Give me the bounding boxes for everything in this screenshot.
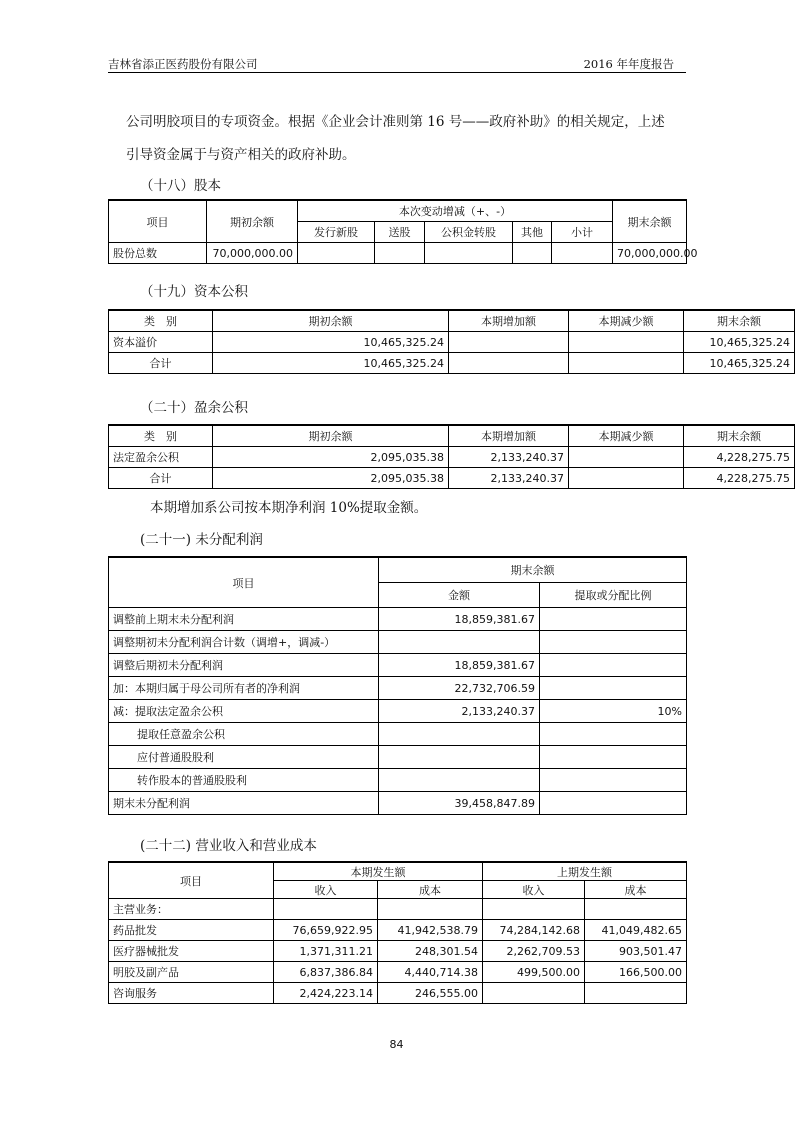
current-cost: 246,555.00 <box>378 983 483 1004</box>
table-row <box>109 746 687 769</box>
row-label: 提取任意盈余公积 <box>109 723 379 746</box>
header-prior-cost: 成本 <box>585 881 687 899</box>
row-label: 药品批发 <box>109 920 274 941</box>
prior-cost <box>585 983 687 1004</box>
header-closing: 期末余额 <box>684 425 795 447</box>
row-label: 调整前上期末未分配利润 <box>109 608 379 631</box>
current-cost: 248,301.54 <box>378 941 483 962</box>
opening-value: 10,465,325.24 <box>213 332 449 353</box>
table-row <box>109 353 795 374</box>
header-item: 项目 <box>109 557 379 608</box>
row-label: 加：本期归属于母公司所有者的净利润 <box>109 677 379 700</box>
row-label: 医疗器械批发 <box>109 941 274 962</box>
ratio-value <box>540 608 687 631</box>
ratio-value <box>540 631 687 654</box>
header-category: 类 别 <box>109 310 213 332</box>
table-row <box>109 468 795 489</box>
header-item: 项目 <box>109 862 274 899</box>
table-row <box>109 654 687 677</box>
header-current-period: 本期发生额 <box>274 862 483 881</box>
header-closing: 期末余额 <box>613 200 687 243</box>
increase-value: 2,133,240.37 <box>449 468 569 489</box>
header-decrease: 本期减少额 <box>569 425 684 447</box>
header-other: 其他 <box>513 222 552 243</box>
header-item: 项目 <box>109 200 207 243</box>
ratio-value <box>540 792 687 815</box>
surplus-reserve-table <box>108 424 795 489</box>
table-row <box>109 332 795 353</box>
decrease-value <box>569 353 684 374</box>
header-new-shares: 发行新股 <box>298 222 375 243</box>
current-revenue: 6,837,386.84 <box>274 962 378 983</box>
ratio-value <box>540 654 687 677</box>
header-prior-revenue: 收入 <box>483 881 585 899</box>
page-number: 84 <box>389 1038 404 1051</box>
header-opening: 期初余额 <box>207 200 298 243</box>
current-revenue <box>274 899 378 920</box>
header-decrease: 本期减少额 <box>569 310 684 332</box>
row-label: 合计 <box>109 468 213 489</box>
section-title-18: （十八）股本 <box>140 178 221 194</box>
prior-revenue: 2,262,709.53 <box>483 941 585 962</box>
table-row <box>109 631 687 654</box>
closing-value: 4,228,275.75 <box>684 468 795 489</box>
closing-value: 70,000,000.00 <box>613 243 687 264</box>
header-prior-period: 上期发生额 <box>483 862 687 881</box>
row-label: 合计 <box>109 353 213 374</box>
prior-cost: 41,049,482.65 <box>585 920 687 941</box>
amount-value: 18,859,381.67 <box>379 608 540 631</box>
table-row <box>109 941 687 962</box>
header-increase: 本期增加额 <box>449 310 569 332</box>
row-label: 转作股本的普通股股利 <box>109 769 379 792</box>
table-row <box>109 700 687 723</box>
row-label: 减：提取法定盈余公积 <box>109 700 379 723</box>
intro-line-2: 引导资金属于与资产相关的政府补助。 <box>126 147 356 163</box>
header-increase: 本期增加额 <box>449 425 569 447</box>
table-row <box>109 723 687 746</box>
ratio-value <box>540 723 687 746</box>
header-closing: 期末余额 <box>684 310 795 332</box>
header-closing: 期末余额 <box>379 557 687 583</box>
amount-value: 39,458,847.89 <box>379 792 540 815</box>
opening-value: 2,095,035.38 <box>213 468 449 489</box>
row-label: 调整期初未分配利润合计数（调增+，调减-） <box>109 631 379 654</box>
company-name: 吉林省添正医药股份有限公司 <box>108 57 258 71</box>
amount-value: 2,133,240.37 <box>379 700 540 723</box>
decrease-value <box>569 468 684 489</box>
section-title-22: (二十二) 营业收入和营业成本 <box>140 838 317 854</box>
header-change: 本次变动增减（+、-） <box>298 200 613 222</box>
header-ratio: 提取或分配比例 <box>540 583 687 608</box>
row-label: 应付普通股股利 <box>109 746 379 769</box>
section-title-21: (二十一) 未分配利润 <box>140 532 263 548</box>
current-revenue: 76,659,922.95 <box>274 920 378 941</box>
closing-value: 10,465,325.24 <box>684 332 795 353</box>
header-current-revenue: 收入 <box>274 881 378 899</box>
amount-value <box>379 746 540 769</box>
table-row <box>109 447 795 468</box>
table-row <box>109 899 687 920</box>
table-row <box>109 769 687 792</box>
header-amount: 金额 <box>379 583 540 608</box>
table-row <box>109 677 687 700</box>
header-category: 类 别 <box>109 425 213 447</box>
opening-value: 10,465,325.24 <box>213 353 449 374</box>
header-reserve: 公积金转股 <box>425 222 513 243</box>
opening-value: 70,000,000.00 <box>207 243 298 264</box>
table-row <box>109 792 687 815</box>
decrease-value <box>569 332 684 353</box>
increase-value: 2,133,240.37 <box>449 447 569 468</box>
surplus-note: 本期增加系公司按本期净利润 10%提取金额。 <box>150 500 428 516</box>
opening-value: 2,095,035.38 <box>213 447 449 468</box>
increase-value <box>449 332 569 353</box>
ratio-value: 10% <box>540 700 687 723</box>
amount-value <box>379 723 540 746</box>
row-label: 主营业务： <box>109 899 274 920</box>
share-capital-table <box>108 199 698 264</box>
amount-value: 18,859,381.67 <box>379 654 540 677</box>
row-label: 法定盈余公积 <box>109 447 213 468</box>
revenue-cost-table <box>108 861 687 1004</box>
prior-cost: 903,501.47 <box>585 941 687 962</box>
prior-revenue <box>483 899 585 920</box>
section-title-19: （十九）资本公积 <box>140 284 248 300</box>
header-opening: 期初余额 <box>213 310 449 332</box>
prior-revenue: 499,500.00 <box>483 962 585 983</box>
ratio-value <box>540 769 687 792</box>
table-row <box>109 983 687 1004</box>
row-label: 期末未分配利润 <box>109 792 379 815</box>
prior-revenue: 74,284,142.68 <box>483 920 585 941</box>
header-current-cost: 成本 <box>378 881 483 899</box>
current-revenue: 1,371,311.21 <box>274 941 378 962</box>
undistributed-profit-table <box>108 556 687 815</box>
row-label: 股份总数 <box>109 243 207 264</box>
closing-value: 4,228,275.75 <box>684 447 795 468</box>
row-label: 咨询服务 <box>109 983 274 1004</box>
row-label: 调整后期初未分配利润 <box>109 654 379 677</box>
intro-line-1: 公司明胶项目的专项资金。根据《企业会计准则第 16 号——政府补助》的相关规定，上述 <box>126 114 665 130</box>
amount-value <box>379 769 540 792</box>
table-row <box>109 608 687 631</box>
capital-reserve-table <box>108 309 795 374</box>
header-subtotal: 小计 <box>552 222 613 243</box>
ratio-value <box>540 677 687 700</box>
increase-value <box>449 353 569 374</box>
closing-value: 10,465,325.24 <box>684 353 795 374</box>
current-cost: 4,440,714.38 <box>378 962 483 983</box>
current-revenue: 2,424,223.14 <box>274 983 378 1004</box>
table-row <box>109 920 687 941</box>
table-row <box>109 962 687 983</box>
report-title: 2016 年年度报告 <box>583 57 674 71</box>
amount-value: 22,732,706.59 <box>379 677 540 700</box>
ratio-value <box>540 746 687 769</box>
row-label: 资本溢价 <box>109 332 213 353</box>
header-opening: 期初余额 <box>213 425 449 447</box>
prior-revenue <box>483 983 585 1004</box>
current-cost: 41,942,538.79 <box>378 920 483 941</box>
current-cost <box>378 899 483 920</box>
table-row <box>109 243 687 264</box>
amount-value <box>379 631 540 654</box>
decrease-value <box>569 447 684 468</box>
prior-cost <box>585 899 687 920</box>
prior-cost: 166,500.00 <box>585 962 687 983</box>
section-title-20: （二十）盈余公积 <box>140 400 248 416</box>
row-label: 明胶及副产品 <box>109 962 274 983</box>
page-header <box>108 54 686 73</box>
header-bonus: 送股 <box>375 222 425 243</box>
